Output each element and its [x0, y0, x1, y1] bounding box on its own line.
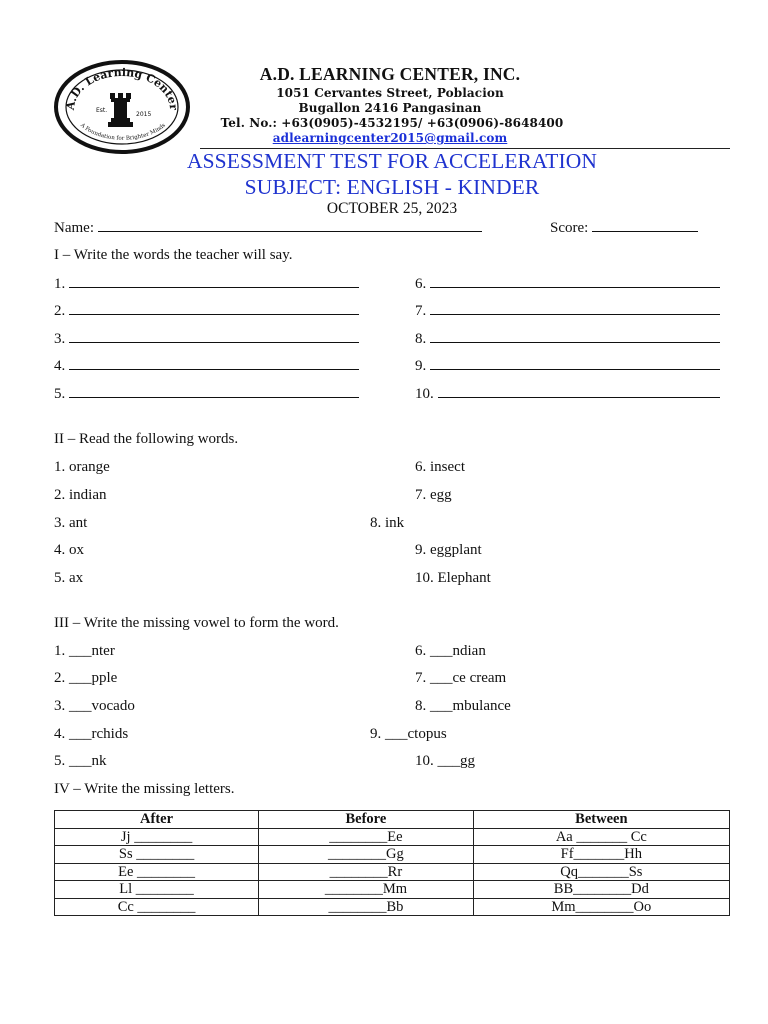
section-4-heading: IV – Write the missing letters. [54, 781, 235, 797]
between-cell[interactable]: Mm________Oo [473, 898, 729, 916]
column-header-before: Before [259, 811, 474, 829]
word-item: 4. ox [54, 542, 84, 558]
telephone-numbers: Tel. No.: +63(0905)-4532195/ +63(0906)-8648400 [220, 116, 564, 130]
after-cell[interactable]: Cc ________ [55, 898, 259, 916]
answer-line[interactable]: 1. [54, 275, 359, 293]
after-cell[interactable]: Ll ________ [55, 881, 259, 899]
after-cell[interactable]: Ee ________ [55, 863, 259, 881]
after-cell[interactable]: Jj ________ [55, 828, 259, 846]
table-row [55, 828, 730, 846]
vowel-item[interactable]: 2. ___pple [54, 670, 118, 686]
between-cell[interactable]: Ff_______Hh [473, 846, 729, 864]
svg-text:2015: 2015 [136, 111, 152, 118]
name-field[interactable] [54, 219, 482, 237]
table-row [55, 863, 730, 881]
svg-text:A.D. Learning Center: A.D. Learning Center [63, 65, 181, 111]
before-cell[interactable]: ________Gg [259, 846, 474, 864]
word-item: 10. Elephant [415, 570, 491, 586]
vowel-item[interactable]: 6. ___ndian [415, 643, 486, 659]
school-logo [54, 60, 190, 155]
table-header-row [55, 811, 730, 829]
score-blank[interactable] [592, 219, 698, 232]
after-cell[interactable]: Ss ________ [55, 846, 259, 864]
vowel-item[interactable]: 4. ___rchids [54, 726, 129, 742]
between-cell[interactable]: BB________Dd [473, 881, 729, 899]
score-field[interactable] [550, 219, 698, 237]
name-label: Name: [54, 220, 94, 236]
before-cell[interactable]: ________Rr [259, 863, 474, 881]
svg-text:Est.: Est. [96, 107, 108, 114]
address-line-1: 1051 Cervantes Street, Poblacion [276, 86, 504, 100]
email-link[interactable]: adlearningcenter2015@gmail.com [272, 131, 508, 145]
vowel-item[interactable]: 8. ___mbulance [415, 698, 511, 714]
test-date: OCTOBER 25, 2023 [326, 200, 458, 217]
name-blank[interactable] [98, 219, 482, 232]
answer-line[interactable]: 7. [415, 302, 720, 320]
answer-line[interactable]: 5. [54, 385, 359, 403]
test-title: ASSESSMENT TEST FOR ACCELERATION [187, 149, 597, 173]
between-cell[interactable]: Qq_______Ss [473, 863, 729, 881]
answer-line[interactable]: 4. [54, 357, 359, 375]
table-row [55, 846, 730, 864]
table-row [55, 881, 730, 899]
before-cell[interactable]: ________Ee [259, 828, 474, 846]
vowel-item[interactable]: 7. ___ce cream [415, 670, 507, 686]
section-2-heading: II – Read the following words. [54, 431, 239, 447]
word-item: 6. insect [415, 459, 465, 475]
subject-title: SUBJECT: ENGLISH - KINDER [244, 175, 540, 199]
word-item: 7. egg [415, 487, 452, 503]
organization-name: A.D. LEARNING CENTER, INC. [259, 64, 521, 84]
word-item: 9. eggplant [415, 542, 482, 558]
address-line-2: Bugallon 2416 Pangasinan [298, 101, 482, 115]
answer-line[interactable]: 2. [54, 302, 359, 320]
before-cell[interactable]: ________Mm [259, 881, 474, 899]
before-cell[interactable]: ________Bb [259, 898, 474, 916]
answer-line[interactable]: 9. [415, 357, 720, 375]
answer-line[interactable]: 10. [415, 385, 720, 403]
section-1-heading: I – Write the words the teacher will say. [54, 247, 293, 263]
score-label: Score: [550, 220, 589, 236]
vowel-item[interactable]: 5. ___nk [54, 753, 107, 769]
table-row [55, 898, 730, 916]
section-3-heading: III – Write the missing vowel to form the word. [54, 615, 339, 631]
missing-letters-table [54, 810, 730, 916]
word-item: 1. orange [54, 459, 110, 475]
column-header-between: Between [473, 811, 729, 829]
svg-text:A Foundation for Brighter Mind: A Foundation for Brighter Minds [79, 122, 167, 142]
column-header-after: After [55, 811, 259, 829]
word-item: 5. ax [54, 570, 84, 586]
answer-line[interactable]: 6. [415, 275, 720, 293]
vowel-item[interactable]: 10. ___gg [415, 753, 475, 769]
answer-line[interactable]: 8. [415, 330, 720, 348]
word-item: 8. ink [370, 515, 405, 531]
answer-line[interactable]: 3. [54, 330, 359, 348]
vowel-item[interactable]: 1. ___nter [54, 643, 115, 659]
vowel-item[interactable]: 9. ___ctopus [370, 726, 447, 742]
vowel-item[interactable]: 3. ___vocado [54, 698, 135, 714]
word-item: 2. indian [54, 487, 107, 503]
between-cell[interactable]: Aa _______ Cc [473, 828, 729, 846]
word-item: 3. ant [54, 515, 88, 531]
